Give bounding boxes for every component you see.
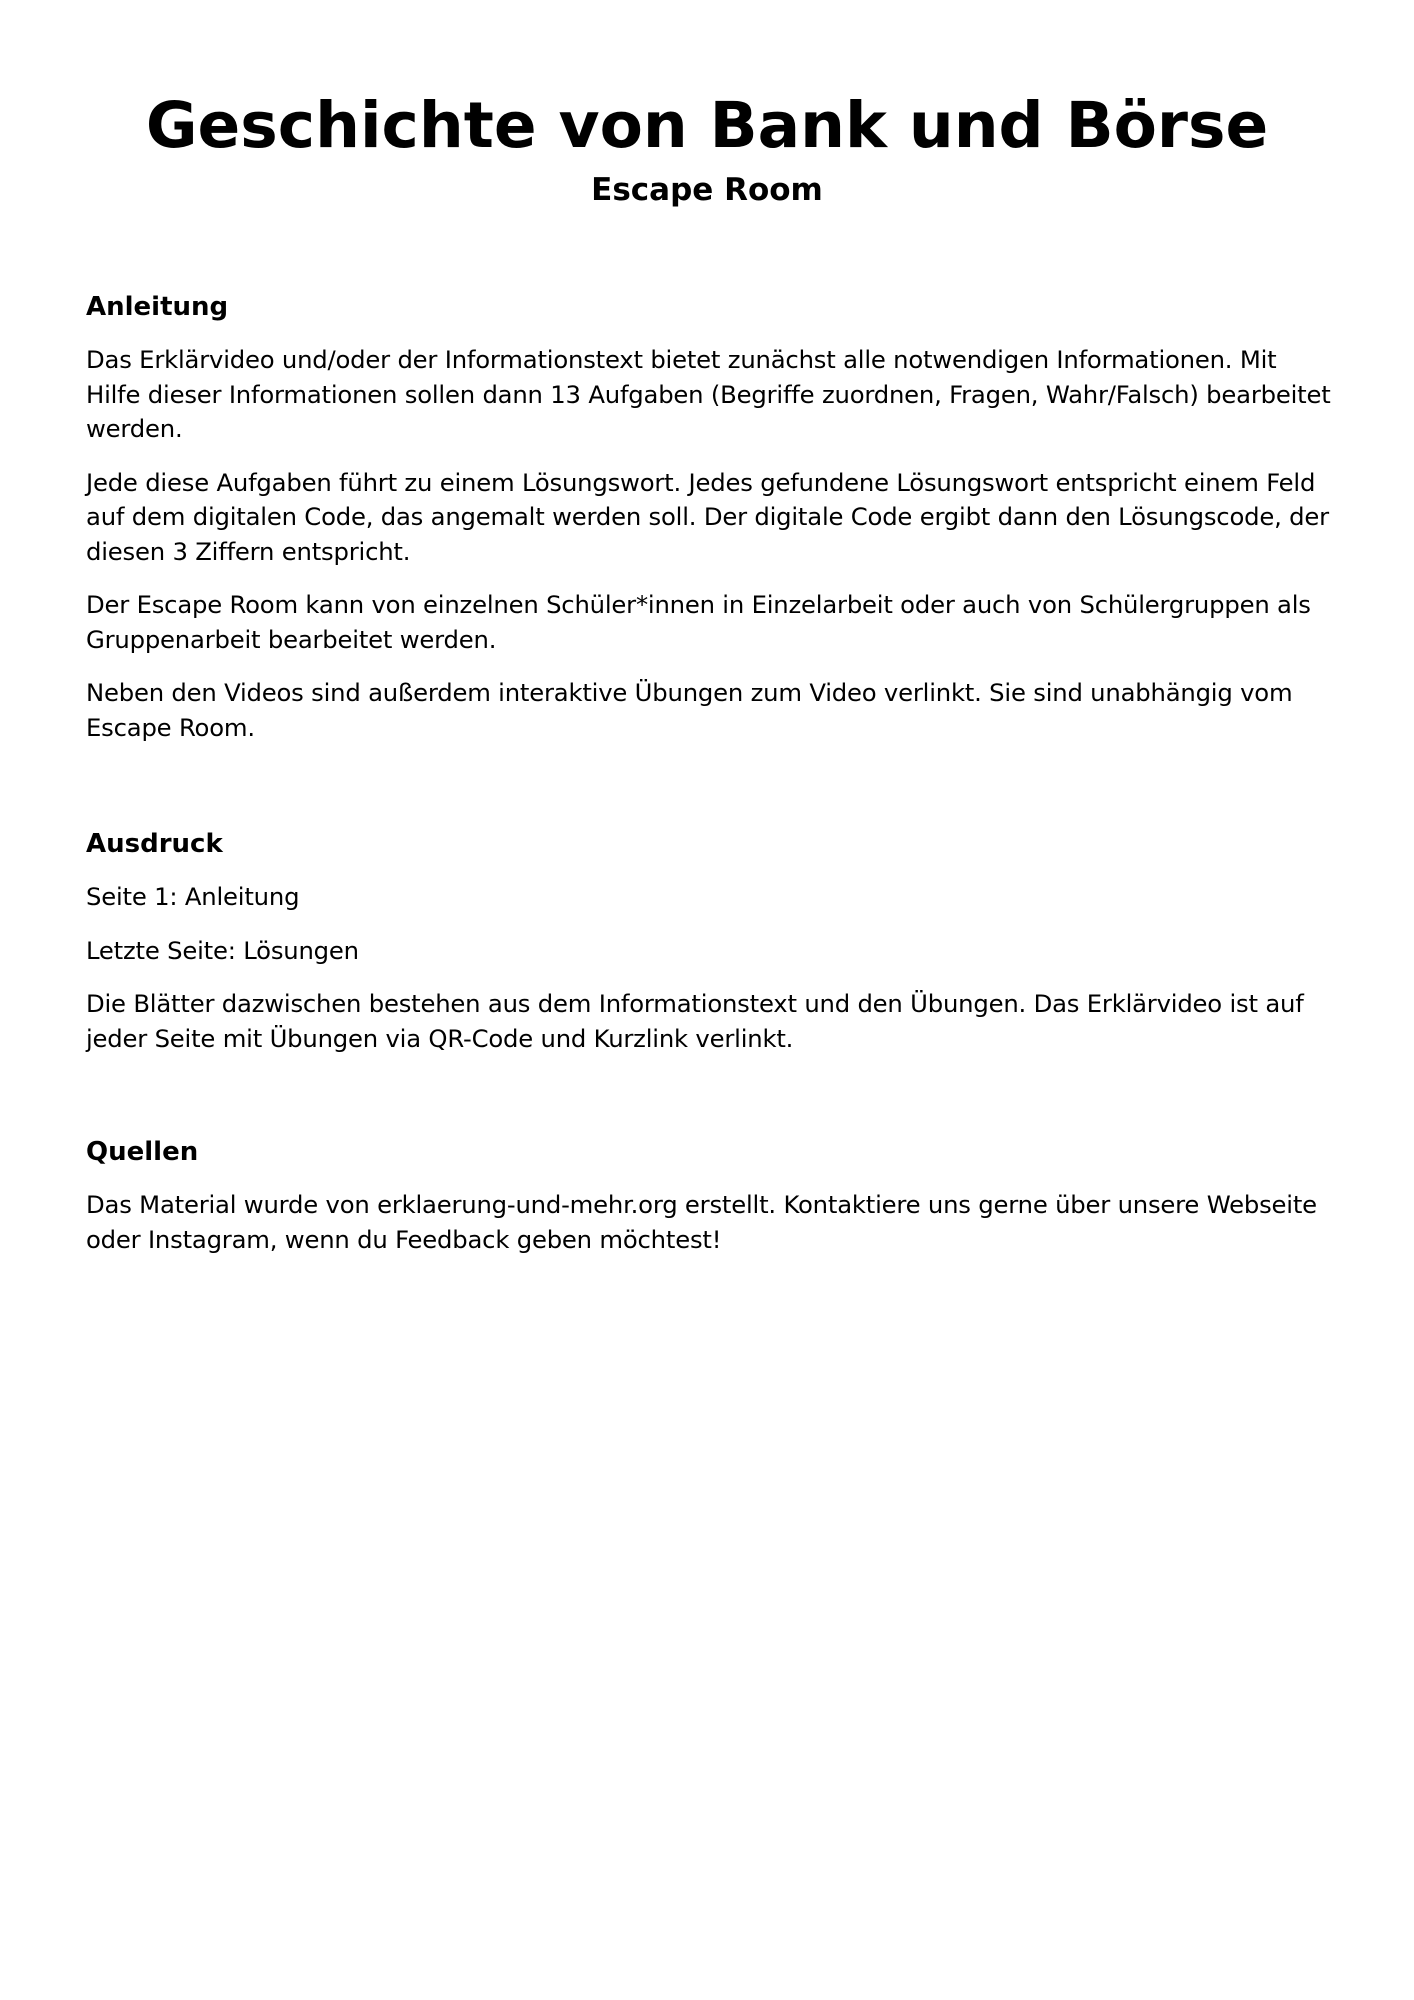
paragraph: Letzte Seite: Lösungen: [86, 935, 359, 965]
paragraph: Neben den Videos sind außerdem interaktive Übungen zum Video verlinkt. Sie sind unabhängig vom Escape Room.: [86, 678, 1293, 742]
section-heading-quellen: Quellen: [86, 1137, 199, 1167]
section-quellen: [86, 1134, 1336, 1257]
section-heading-ausdruck: Ausdruck: [86, 829, 223, 859]
section-anleitung: [86, 289, 1336, 745]
paragraph: Der Escape Room kann von einzelnen Schüler*innen in Einzelarbeit oder auch von Schülergruppen als Gruppenarbeit bearbeitet werden.: [86, 590, 1311, 654]
paragraph: Die Blätter dazwischen bestehen aus dem Informationstext und den Übungen. Das Erklärvideo ist auf jeder Seite mit Übungen via QR-Code und Kurzlink verlinkt.: [86, 989, 1304, 1053]
section-heading-anleitung: Anleitung: [86, 292, 229, 322]
paragraph: Jede diese Aufgaben führt zu einem Lösungswort. Jedes gefundene Lösungswort entspricht einem Feld auf dem digitalen Code, das angemalt werden soll. Der digitale Code ergibt dann den Lösungscode, der diesen 3 Ziffern entspricht.: [86, 467, 1329, 566]
paragraph: Seite 1: Anleitung: [86, 882, 300, 911]
section-ausdruck: [86, 826, 1336, 1056]
page-title: Geschichte von Bank und Börse: [145, 89, 1269, 162]
paragraph: Das Erklärvideo und/oder der Informationstext bietet zunächst alle notwendigen Informationen. Mit Hilfe dieser Informationen sollen dann 13 Aufgaben (Begriffe zuordnen, Fragen, Wahr/Falsch) bearbeitet werden.: [86, 345, 1331, 443]
page-subtitle: Escape Room: [591, 172, 823, 208]
paragraph: Das Material wurde von erklaerung-und-mehr.org erstellt. Kontaktiere uns gerne über unsere Webseite oder Instagram, wenn du Feedback geben möchtest!: [86, 1190, 1317, 1254]
